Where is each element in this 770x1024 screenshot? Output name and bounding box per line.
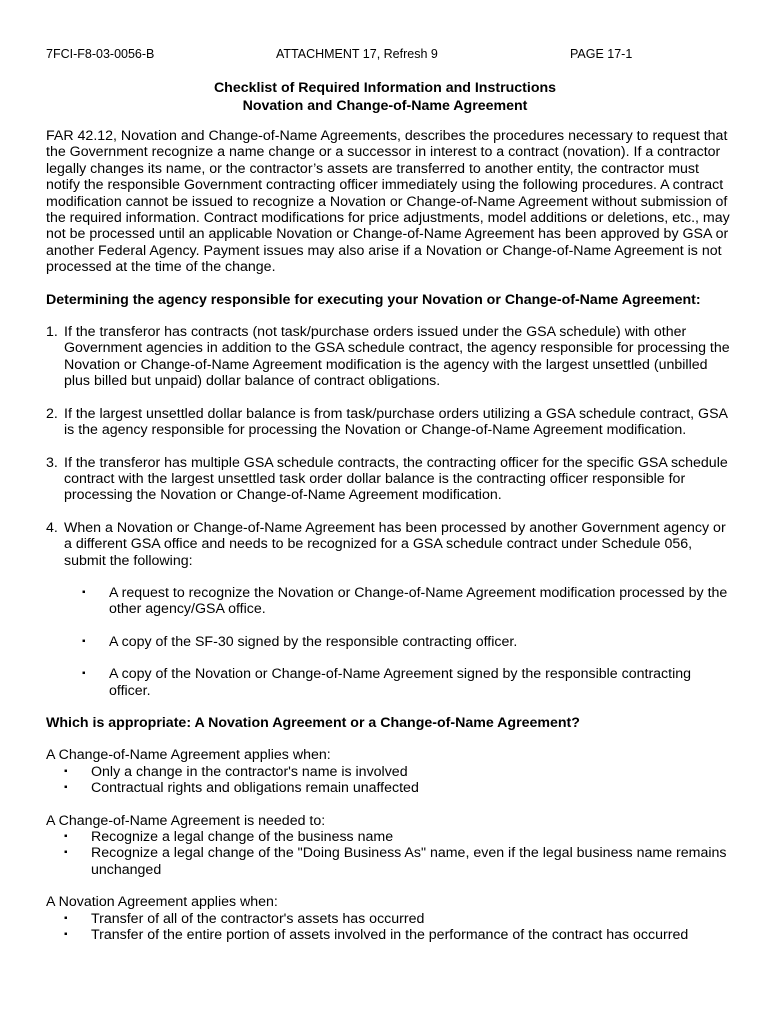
list-item <box>46 829 730 845</box>
list-item <box>82 634 730 650</box>
item-text: Only a change in the contractor's name is involved <box>91 763 408 780</box>
item-text: Transfer of the entire portion of assets involved in the performance of the contract has occurred <box>91 927 689 944</box>
list-item <box>46 455 730 504</box>
intro-paragraph: FAR 42.12, Novation and Change-of-Name Agreements, describes the procedures necessary to request that the Government recognize a name change or a successor in interest to a contract (novation). If a contractor legally changes its name, or the contractor’s assets are transferred to another entity, the contractor must notify the responsible Government contracting officer immediately using the following procedures. A contract modification cannot be issued to recognize a Novation or Change-of-Name Agreement without submission of the required information. Contract modifications for price adjustments, model additions or deletions, etc., may not be processed until an applicable Novation or Change-of-Name Agreement has been approved by GSA or another Federal Agency. Payment issues may also arise if a Novation or Change-of-Name Agreement is not processed at the time of the change. <box>46 128 730 276</box>
bullet-icon: ▪ <box>64 847 68 859</box>
item-text: Recognize a legal change of the "Doing Business As" name, even if the legal business name remains unchanged <box>91 845 727 878</box>
document-title <box>0 79 770 115</box>
bullet-icon: ▪ <box>82 635 86 647</box>
list-item <box>46 927 730 943</box>
bullet-icon: ▪ <box>64 831 68 842</box>
item-text: A copy of the Novation or Change-of-Name Agreement signed by the responsible contracting officer. <box>109 666 692 699</box>
item-number: 4. <box>46 519 58 536</box>
section-heading-agency: Determining the agency responsible for executing your Novation or Change-of-Name Agreement: <box>46 291 701 308</box>
bullet-icon: ▪ <box>64 782 68 794</box>
list-item <box>46 780 730 796</box>
bullet-list <box>46 764 730 797</box>
item-text: A request to recognize the Novation or Change-of-Name Agreement modification processed by the other agency/GSA office. <box>109 584 728 618</box>
group-label: A Change-of-Name Agreement is needed to: <box>46 812 326 829</box>
item-number: 2. <box>46 405 58 422</box>
bullet-icon: ▪ <box>82 668 86 680</box>
list-item <box>46 911 730 927</box>
list-item <box>82 666 730 699</box>
item-text: Recognize a legal change of the business name <box>91 829 394 845</box>
page-header <box>46 47 726 63</box>
item-number: 3. <box>46 454 58 471</box>
list-item <box>46 324 730 390</box>
group-label: A Novation Agreement applies when: <box>46 894 278 911</box>
title-line-1: Checklist of Required Information and Instructions <box>213 80 557 96</box>
list-item <box>46 406 730 439</box>
attachment-label: ATTACHMENT 17, Refresh 9 <box>276 47 438 61</box>
item-text: Contractual rights and obligations remain unaffected <box>91 780 419 797</box>
item-text: When a Novation or Change-of-Name Agreement has been processed by another Government agency or a different GSA office and needs to be recognized for a GSA schedule contract under Schedule 056, submit the following: <box>64 519 726 569</box>
item-text: If the largest unsettled dollar balance is from task/purchase orders utilizing a GSA schedule contract, GSA is the agency responsible for processing the Novation or Change-of-Name Agreement modification. <box>64 405 728 439</box>
list-item <box>46 845 730 878</box>
list-item <box>82 585 730 618</box>
item-text: If the transferor has contracts (not task/purchase orders issued under the GSA schedule) with other Government agencies in addition to the GSA schedule contract, the agency responsible for processing the Novation or Change-of-Name Agreement modification is the agency with the largest unsettled (unbilled plus billed but unpaid) dollar balance of contract obligations. <box>64 324 730 390</box>
bullet-list <box>46 911 730 944</box>
item-number: 1. <box>46 324 58 341</box>
bullet-list <box>46 829 730 878</box>
page-number: PAGE 17-1 <box>570 47 633 61</box>
submission-list <box>64 585 730 699</box>
item-text: If the transferor has multiple GSA schedule contracts, the contracting officer for the specific GSA schedule contract with the largest unsettled task order dollar balance is the contracting officer responsible for processing the Novation or Change-of-Name Agreement modification. <box>64 454 728 504</box>
bullet-icon: ▪ <box>82 586 86 598</box>
section-heading-which: Which is appropriate: A Novation Agreement or a Change-of-Name Agreement? <box>46 714 580 731</box>
agency-steps-list <box>46 324 730 699</box>
bullet-icon: ▪ <box>64 929 68 941</box>
document-id: 7FCI-F8-03-0056-B <box>46 47 155 61</box>
bullet-icon: ▪ <box>64 912 68 924</box>
item-text: Transfer of all of the contractor's assets has occurred <box>91 910 425 927</box>
title-line-2: Novation and Change-of-Name Agreement <box>242 98 528 114</box>
list-item <box>46 520 730 699</box>
group-label: A Change-of-Name Agreement applies when: <box>46 747 331 764</box>
item-text: A copy of the SF-30 signed by the responsible contracting officer. <box>109 633 518 650</box>
list-item <box>46 764 730 780</box>
bullet-icon: ▪ <box>64 765 68 777</box>
document-body <box>46 128 730 959</box>
